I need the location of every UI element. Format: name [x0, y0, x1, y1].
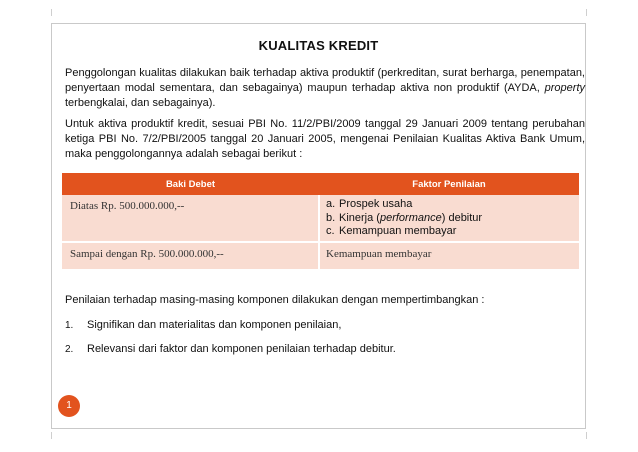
factor-text: Kemampuan membayar	[339, 225, 457, 237]
factor-list-cell	[319, 195, 579, 242]
factor-letter: b.	[326, 211, 336, 224]
criteria-item	[65, 318, 341, 333]
regulation-paragraph: Untuk aktiva produktif kredit, sesuai PBI No. 11/2/PBI/2009 tanggal 29 Januari 2009 tentang perubahan ketiga PBI No. 7/2/PBI/2005 tanggal 20 Januari 2005, mengenai Penilaian Kualitas Aktiva Bank Umum, maka penggolongannya adalah sebagai berikut :	[65, 118, 585, 160]
crop-mark	[51, 432, 52, 439]
intro-text-italic: property	[544, 82, 585, 94]
factor-cell: Kemampuan membayar	[319, 242, 579, 270]
factor-text-before: Kinerja (	[339, 211, 380, 224]
intro-paragraph	[65, 66, 585, 111]
factor-text-after: ) debitur	[441, 211, 483, 224]
assessment-intro: Penilaian terhadap masing-masing komponen dilakukan dengan mempertimbangkan :	[65, 294, 485, 306]
table-row	[62, 195, 579, 242]
criteria-item	[65, 342, 396, 357]
header-faktor-penilaian: Faktor Penilaian	[319, 173, 579, 195]
credit-quality-table	[62, 173, 579, 271]
factor-letter: a.	[326, 198, 336, 210]
table-row	[62, 242, 579, 270]
factor-text: Prospek usaha	[339, 198, 413, 210]
factor-item	[326, 198, 579, 212]
page-number-badge: 1	[58, 395, 80, 417]
factor-item	[326, 212, 579, 226]
baki-debet-cell: Sampai dengan Rp. 500.000.000,--	[62, 242, 319, 270]
table-header-row	[62, 173, 579, 195]
crop-mark	[586, 432, 587, 439]
header-baki-debet: Baki Debet	[62, 173, 319, 195]
crop-mark	[586, 9, 587, 16]
criteria-number: 1.	[65, 320, 74, 331]
factor-item	[326, 225, 579, 239]
criteria-text: Relevansi dari faktor dan komponen penilaian terhadap debitur.	[87, 343, 396, 355]
criteria-text: Signifikan dan materialitas dan komponen penilaian,	[87, 319, 342, 331]
factor-letter: c.	[326, 225, 335, 237]
baki-debet-cell: Diatas Rp. 500.000.000,--	[62, 195, 319, 242]
slide-title: KUALITAS KREDIT	[258, 38, 379, 53]
factor-text-italic: performance	[379, 211, 442, 224]
criteria-number: 2.	[65, 344, 74, 355]
crop-mark	[51, 9, 52, 16]
intro-text-before: Penggolongan kualitas dilakukan baik terhadap aktiva produktif (perkreditan, surat berharga, penempatan, penyertaan modal sementara, dan sebagainya) maupun terhadap aktiva non produktif (AYDA,	[65, 67, 585, 94]
intro-text-after: terbengkalai, dan sebagainya).	[65, 97, 216, 109]
